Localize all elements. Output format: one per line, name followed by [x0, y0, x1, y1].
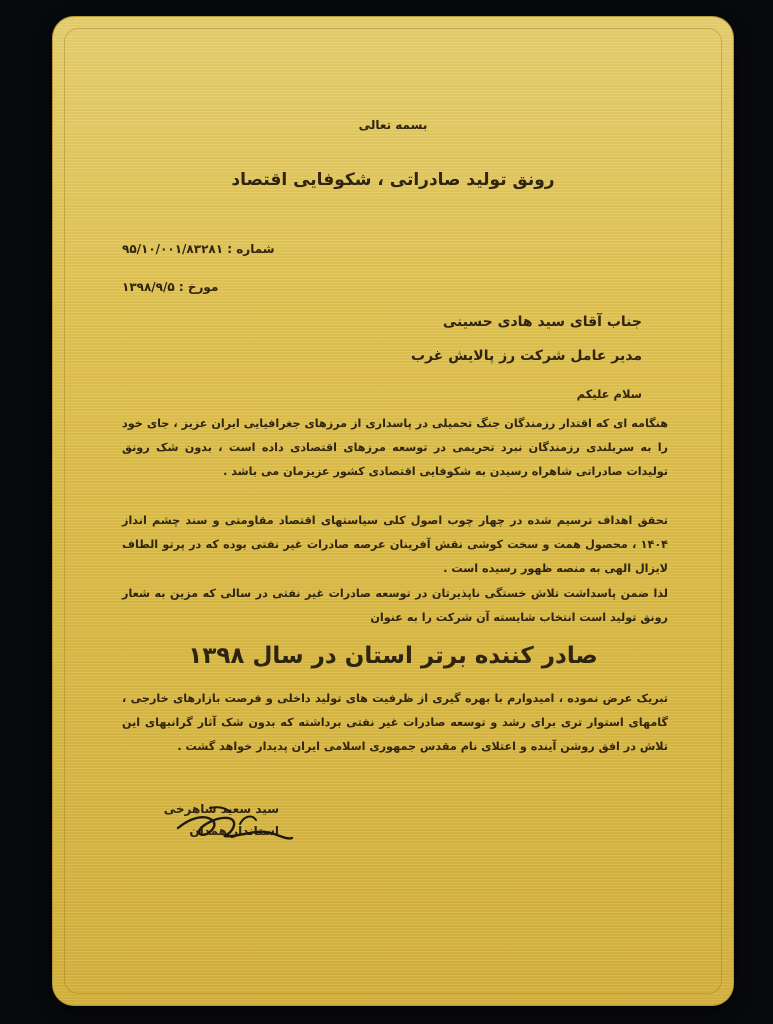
award-title: صادر کننده برتر استان در سال ۱۳۹۸: [188, 643, 598, 669]
signer-title: استاندار همدان: [189, 824, 279, 838]
signer-name: سید سعید شاهرخی: [163, 802, 279, 816]
recipient-title: مدیر عامل شرکت رز پالایش غرب: [411, 348, 642, 364]
body-paragraph-3: لذا ضمن پاسداشت تلاش خستگی ناپذیرتان در توسعه صادرات غیر نفتی در سالی که مزین به شعار رونق تولید است انتخاب شایسته آن شرکت را به عنوان: [122, 587, 668, 624]
recipient-name: جناب آقای سید هادی حسینی: [442, 314, 642, 330]
body-paragraph-4: تبریک عرض نموده ، امیدوارم با بهره گیری از ظرفیت های تولید داخلی و فرصت بازارهای خارجی ، گامهای استوار تری برای رشد و توسعه صادرات غیر نفتی برداشته که بدون شک آثار گرانبهای این تلاش در افق روشن آینده و اعتلای نام مقدس جمهوری اسلامی ایران پدیدار خواهد گشت .: [122, 692, 668, 753]
invocation-heading: بسمه تعالی: [358, 118, 428, 132]
body-paragraph-2: تحقق اهداف ترسیم شده در چهار چوب اصول کلی سیاستهای اقتصاد مقاومتی و سند چشم انداز ۱۴۰۴ ، محصول همت و سخت کوشی نقش آفرینان عرصه صادرات غیر نفتی بوده که در پرتو الطاف لایزال الهی به منصه ظهور رسیده است .: [122, 514, 668, 575]
handwritten-signature: [170, 794, 300, 854]
letter-number: شماره : ۹۵/۱۰/۰۰۱/۸۳۲۸۱: [122, 242, 275, 256]
slogan-heading: رونق تولید صادراتی ، شکوفایی اقتصاد: [231, 170, 555, 190]
body-paragraph-1: هنگامه ای که اقتدار رزمندگان جنگ تحمیلی در پاسداری از مرزهای جغرافیایی ایران عزیز ، جای خود را به سربلندی رزمندگان نبرد تحریمی در توسعه مرزهای اقتصادی داده است ، بدون شک رونق تولیدات صادراتی شاهراه رسیدن به شکوفایی اقتصادی کشور عزیزمان می باشد .: [122, 417, 668, 478]
letter-date: مورخ : ۱۳۹۸/۹/۵: [122, 280, 219, 294]
greeting: سلام علیکم: [576, 387, 642, 401]
gold-plaque: [52, 16, 734, 1006]
